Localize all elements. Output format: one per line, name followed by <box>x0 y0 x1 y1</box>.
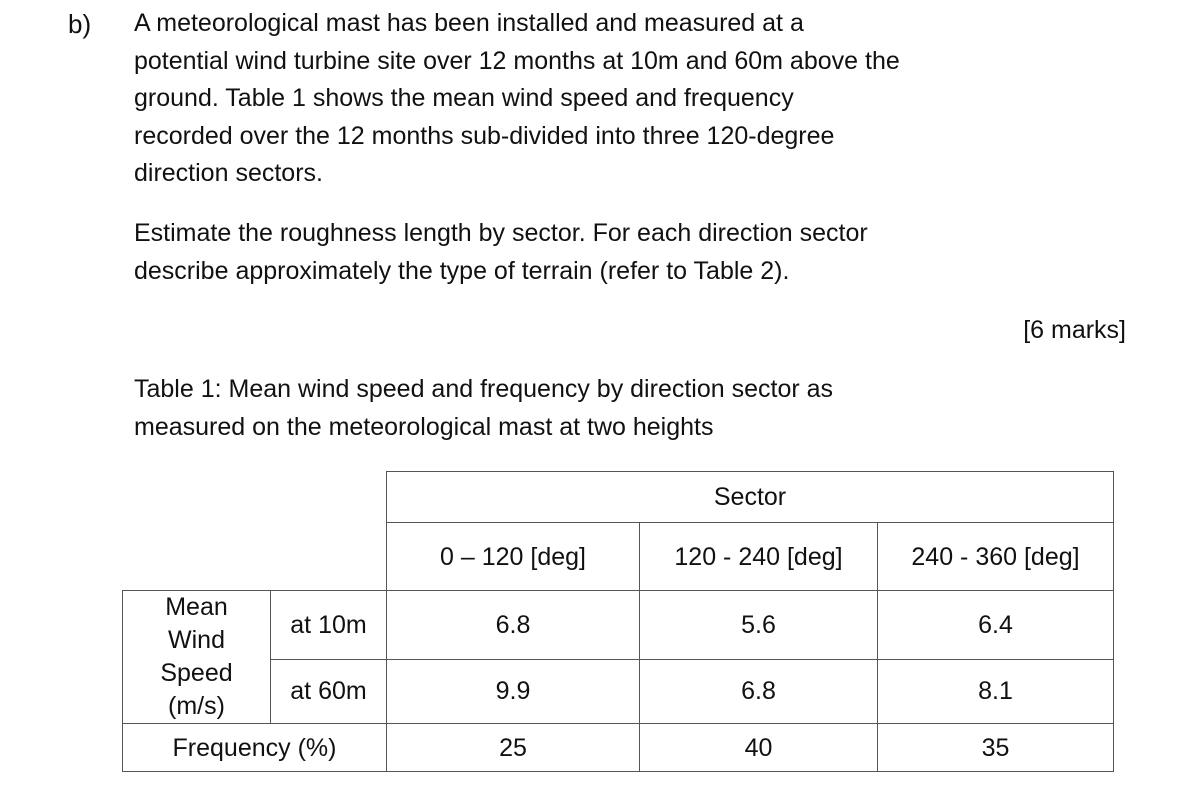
table-cell: 25 <box>387 724 640 772</box>
question-paragraph-2 <box>134 215 1034 290</box>
question-paragraph-1 <box>134 5 1034 193</box>
table-row <box>123 659 1114 723</box>
sector-header-cell: 0 – 120 [deg] <box>387 523 640 591</box>
table-cell: 40 <box>640 724 878 772</box>
sector-header-cell: 120 - 240 [deg] <box>640 523 878 591</box>
table-cell: 6.8 <box>640 659 878 723</box>
table-cell: 6.8 <box>387 591 640 660</box>
text-line: describe approximately the type of terrain (refer to Table 2). <box>134 256 790 285</box>
text-line: potential wind turbine site over 12 months at 10m and 60m above the <box>134 46 900 75</box>
table-caption <box>134 371 1034 446</box>
text-line: Estimate the roughness length by sector. For each direction sector <box>134 219 868 247</box>
table-cell: 9.9 <box>387 659 640 723</box>
table-cell: 8.1 <box>878 659 1114 723</box>
sector-header: Sector <box>387 472 1114 523</box>
mean-wind-speed-label <box>123 591 271 724</box>
text-line: direction sectors. <box>134 159 323 187</box>
frequency-label: Frequency (%) <box>123 724 387 772</box>
caption-line: measured on the meteorological mast at two heights <box>134 412 714 441</box>
label-line: Speed <box>160 659 233 687</box>
label-line: (m/s) <box>168 692 225 720</box>
marks-label: [6 marks] <box>1023 316 1126 344</box>
text-line: recorded over the 12 months sub-divided into three 120-degree <box>134 121 835 150</box>
question-label: b) <box>68 9 92 39</box>
height-label: at 60m <box>271 659 387 723</box>
table-row <box>123 472 1114 523</box>
sector-header-cell: 240 - 360 [deg] <box>878 523 1114 591</box>
table-cell: 35 <box>878 724 1114 772</box>
blank-corner-cell <box>123 472 387 591</box>
label-line: Mean <box>165 593 228 621</box>
height-label: at 10m <box>271 591 387 660</box>
text-line: A meteorological mast has been installed and measured at a <box>134 9 804 37</box>
table-cell: 6.4 <box>878 591 1114 660</box>
wind-table <box>122 471 1114 772</box>
table-row <box>123 724 1114 772</box>
table-row <box>123 591 1114 660</box>
table-cell: 5.6 <box>640 591 878 660</box>
label-line: Wind <box>168 626 225 654</box>
caption-line: Table 1: Mean wind speed and frequency by direction sector as <box>134 375 834 403</box>
text-line: ground. Table 1 shows the mean wind speed and frequency <box>134 84 794 112</box>
